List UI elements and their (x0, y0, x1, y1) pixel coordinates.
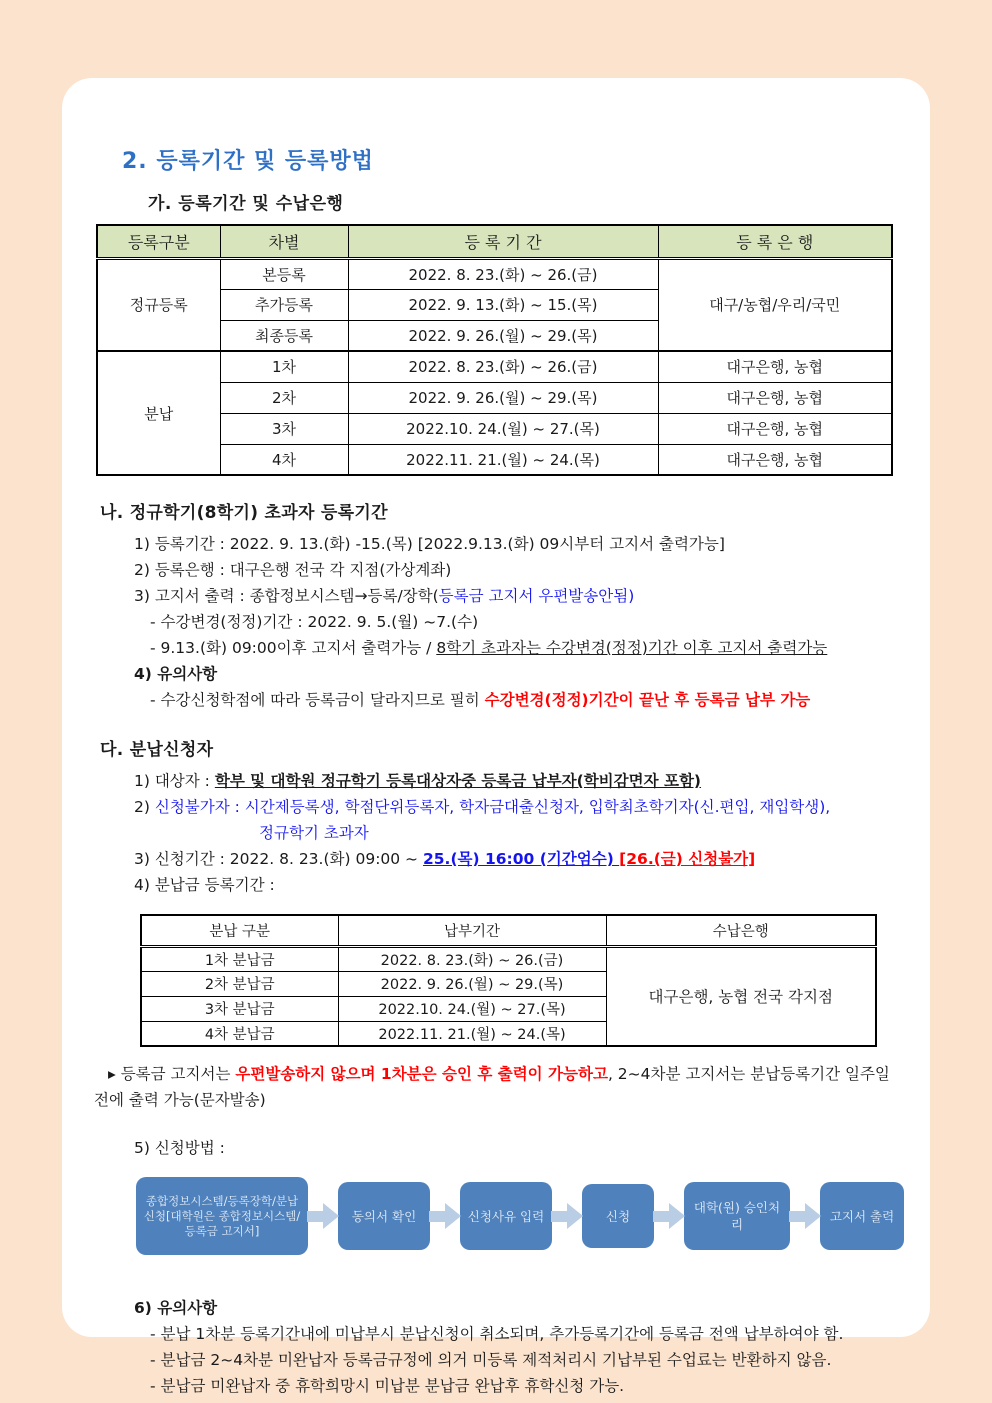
right-arrow-icon (790, 1202, 820, 1230)
cell: 2022. 8. 23.(화) ~ 26.(금) (348, 351, 658, 382)
da-item-3-text: 3) 신청기간 : 2022. 8. 23.(화) 09:00 ~ (134, 850, 423, 868)
col-header: 등 록 은 행 (658, 225, 892, 258)
section-da-heading: 다. 분납신청자 (100, 740, 214, 760)
col-header: 분납 구분 (141, 915, 338, 946)
page-title: 2. 등록기간 및 등록방법 (122, 149, 374, 174)
cell: 1차 분납금 (141, 946, 338, 971)
cell: 2022.10. 24.(월) ~ 27.(목) (348, 413, 658, 444)
right-arrow-icon (552, 1202, 582, 1230)
na-item-1: 1) 등록기간 : 2022. 9. 13.(화) -15.(목) [2022.9.13.(화) 09시부터 고지서 출력가능] (134, 535, 725, 553)
na-item-4-sub-red-text: 수강변경(정정)기간이 끝난 후 등록금 납부 가능 (484, 691, 811, 709)
da-item-6-sub1: - 분납 1차분 등록기간내에 미납부시 분납신청이 취소되며, 추가등록기간에 등록금 전액 납부하여야 함. (150, 1325, 844, 1343)
section-ga-heading: 가. 등록기간 및 수납은행 (148, 194, 344, 214)
cell: 1차 (220, 351, 348, 382)
cell: 2022. 9. 13.(화) ~ 15.(목) (348, 289, 658, 320)
table-row (141, 946, 876, 971)
right-arrow-icon (308, 1202, 338, 1230)
bank-cell: 대구은행, 농협 (658, 351, 892, 382)
cell: 2022.11. 21.(월) ~ 24.(목) (348, 444, 658, 475)
cell: 2022. 8. 23.(화) ~ 26.(금) (348, 258, 658, 289)
flow-step-approval: 대학(원) 승인처리 (684, 1182, 790, 1250)
bank-cell: 대구은행, 농협 (658, 413, 892, 444)
da-item-3-blue-text: 25.(목) 16:00 (기간엄수) (422, 850, 620, 868)
na-item-4-sub (150, 687, 896, 713)
da-item-1-text: 1) 대상자 : (134, 772, 215, 790)
cell: 2022.10. 24.(월) ~ 27.(목) (338, 996, 606, 1021)
col-header: 수납은행 (606, 915, 876, 946)
section-na-heading: 나. 정규학기(8학기) 초과자 등록기간 (100, 503, 388, 523)
cell: 4차 (220, 444, 348, 475)
bank-cell: 대구/농협/우리/국민 (658, 258, 892, 351)
da-item-2 (134, 794, 896, 820)
triangle-bullet-icon: ▸ (108, 1065, 116, 1083)
cell: 2022. 9. 26.(월) ~ 29.(목) (338, 971, 606, 996)
flow-step-consent-check: 동의서 확인 (338, 1182, 430, 1250)
na-sub-2-underlined-text: 8학기 초과자는 수강변경(정정)기간 이후 고지서 출력가능 (436, 639, 828, 657)
na-item-2: 2) 등록은행 : 대구은행 전국 각 지점(가상계좌) (134, 561, 452, 579)
da-item-6-sub3: - 분납금 미완납자 중 휴학희망시 미납분 분납금 완납후 휴학신청 가능. (150, 1377, 625, 1395)
col-header: 납부기간 (338, 915, 606, 946)
bank-cell: 대구은행, 농협 (658, 382, 892, 413)
na-item-4: 4) 유의사항 (134, 665, 218, 683)
na-item-3-blue-text: 등록금 고지서 우편발송안됨) (438, 587, 635, 605)
table-row (97, 351, 892, 382)
cell: 4차 분납금 (141, 1021, 338, 1046)
cell: 2022. 9. 26.(월) ~ 29.(목) (348, 320, 658, 351)
document-sheet (62, 78, 930, 1395)
bank-cell: 대구은행, 농협 (658, 444, 892, 475)
col-header: 차별 (220, 225, 348, 258)
na-sub-2-text: - 9.13.(화) 09:00이후 고지서 출력가능 / (150, 639, 437, 657)
table-row (97, 258, 892, 289)
note-red-text: 우편발송하지 않으며 1차분은 승인 후 출력이 가능하고 (235, 1065, 608, 1083)
right-arrow-icon (654, 1202, 684, 1230)
cell: 2차 분납금 (141, 971, 338, 996)
flow-step-system-menu: 종합정보시스템/등록장학/분납신청[대학원은 종합정보시스템/등록금 고지서] (136, 1177, 308, 1255)
cell: 3차 분납금 (141, 996, 338, 1021)
cell: 본등록 (220, 258, 348, 289)
installment-note (94, 1061, 896, 1113)
cell: 2022. 8. 23.(화) ~ 26.(금) (338, 946, 606, 971)
col-header: 등록구분 (97, 225, 220, 258)
da-item-2-blue-text: 신청불가자 : 시간제등록생, 학점단위등록자, 학자금대출신청자, 입학최초학기자(신.편입, 재입학생), (154, 798, 831, 816)
da-item-6: 6) 유의사항 (134, 1299, 218, 1317)
flow-step-reason-input: 신청사유 입력 (460, 1182, 552, 1250)
cell: 3차 (220, 413, 348, 444)
cell: 2022. 9. 26.(월) ~ 29.(목) (348, 382, 658, 413)
note-text: 등록금 고지서는 (115, 1065, 236, 1083)
na-sub-2 (150, 635, 896, 661)
note-text-suffix: , 2~4차분 고지서는 분납등록기간 일주일전에 출력 가능(문자발송) (94, 1065, 890, 1109)
group-label-cell: 정규등록 (97, 258, 220, 351)
flow-step-print-bill: 고지서 출력 (820, 1182, 904, 1250)
da-item-1 (134, 768, 896, 794)
na-item-3 (134, 583, 896, 609)
table-header-row (141, 915, 876, 946)
col-header: 등 록 기 간 (348, 225, 658, 258)
table-header-row (97, 225, 892, 258)
da-item-6-sub2: - 분납금 2~4차분 미완납자 등록금규정에 의거 미등록 제적처리시 기납부된 수업료는 반환하지 않음. (150, 1351, 832, 1369)
flow-step-apply: 신청 (582, 1184, 654, 1248)
da-item-5: 5) 신청방법 : (134, 1139, 225, 1157)
na-item-3-text: 3) 고지서 출력 : 종합정보시스템→등록/장학( (134, 587, 439, 605)
da-item-4: 4) 분납금 등록기간 : (134, 876, 275, 894)
da-item-3 (134, 846, 896, 872)
bank-cell: 대구은행, 농협 전국 각지점 (606, 946, 876, 1046)
da-item-3-red-text: [26.(금) 신청불가] (619, 850, 756, 868)
na-item-4-sub-text: - 수강신청학점에 따라 등록금이 달라지므로 필히 (150, 691, 485, 709)
right-arrow-icon (430, 1202, 460, 1230)
da-item-1-emphasized-text: 학부 및 대학원 정규학기 등록대상자중 등록금 납부자(학비감면자 포함) (214, 772, 702, 790)
cell: 2022.11. 21.(월) ~ 24.(목) (338, 1021, 606, 1046)
registration-period-table (96, 224, 893, 476)
installment-period-table (140, 914, 877, 1047)
cell: 최종등록 (220, 320, 348, 351)
cell: 추가등록 (220, 289, 348, 320)
cell: 2차 (220, 382, 348, 413)
application-flow-diagram (136, 1177, 896, 1255)
na-sub-1: - 수강변경(정정)기간 : 2022. 9. 5.(월) ~7.(수) (150, 613, 479, 631)
da-item-2-continued: 정규학기 초과자 (259, 824, 369, 842)
group-label-cell: 분납 (97, 351, 220, 475)
da-item-2-text: 2) (134, 798, 155, 816)
